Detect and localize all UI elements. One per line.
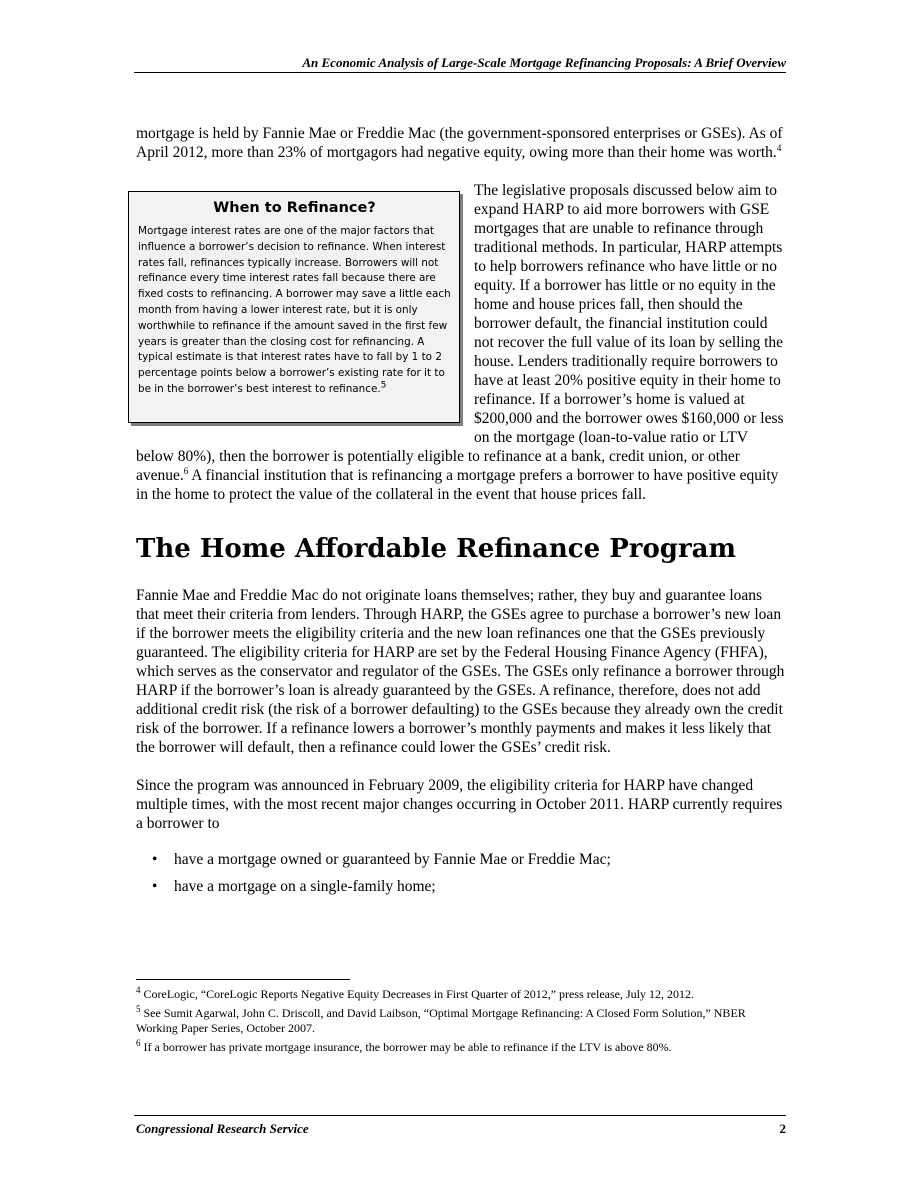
running-header: An Economic Analysis of Large-Scale Mortgage Refinancing Proposals: A Brief Overview [302, 55, 786, 70]
heading-spacer [136, 564, 786, 586]
list-spacer [136, 833, 786, 850]
footnote-number: 5 [136, 1004, 141, 1014]
body-column [136, 124, 786, 904]
footnote-text: If a borrower has private mortgage insurance, the borrower may be able to refinance if the LTV is above 80%. [143, 1040, 672, 1054]
list-item [136, 850, 786, 869]
section-spacer [136, 504, 786, 534]
footnote-number: 6 [136, 1038, 141, 1048]
bullet-icon: • [152, 851, 158, 868]
intro-text: mortgage is held by Fannie Mae or Freddie Mac (the government-sponsored enterprises or GSEs). As of April 2012, more than 23% of mortgagors had negative equity, owing more than their home was worth. [136, 125, 783, 161]
footnote-4 [136, 987, 786, 1002]
section-heading: The Home Affordable Refinance Program [136, 534, 737, 564]
list-item [136, 877, 786, 896]
footnote-ref-6[interactable]: 6 [183, 465, 189, 476]
eligibility-list [136, 850, 786, 896]
when-to-refinance-sidebar [128, 191, 460, 423]
footnote-text: CoreLogic, “CoreLogic Reports Negative Equity Decreases in First Quarter of 2012,” press release, July 12, 2012. [143, 987, 695, 1001]
page-number: 2 [779, 1121, 786, 1136]
paragraph-spacer [136, 162, 786, 181]
section-paragraph-2: Since the program was announced in February 2009, the eligibility criteria for HARP have changed multiple times, with the most recent major changes occurring in October 2011. HARP currently requires a borrower to [136, 777, 783, 832]
list-item-text: have a mortgage owned or guaranteed by Fannie Mae or Freddie Mac; [174, 851, 611, 868]
footnote-ref-4[interactable]: 4 [776, 142, 782, 153]
header-rule [134, 72, 786, 73]
footnote-text: See Sumit Agarwal, John C. Driscoll, and David Laibson, “Optimal Mortgage Refinancing: A Closed Form Solution,” NBER Working Paper Series, October 2007. [136, 1006, 746, 1035]
sidebar-body: Mortgage interest rates are one of the major factors that influence a borrower’s decision to refinance. When interest rates fall, refinances typically increase. Borrowers will not refinance every time interest rates fall because there are fixed costs to refinancing. A borrower may save a little each month from having a lower interest rate, but it is only worthwhile to refinance if the amount saved in the first few years is greater than the closing cost for refinancing. A typical estimate is that interest rates have to fall by 1 to 2 percentage points below a borrower’s existing rate for it to be in the borrower’s best interest to refinance. [138, 225, 451, 395]
list-item-text: have a mortgage on a single-family home; [174, 878, 436, 895]
running-footer [136, 1121, 786, 1137]
intro-paragraph [136, 124, 786, 162]
para2-text-b: A financial institution that is refinancing a mortgage prefers a borrower to have positive equity in the home to protect the value of the collateral in the event that house prices fall. [136, 467, 779, 503]
sidebar-title: When to Refinance? [213, 200, 376, 216]
footnote-6 [136, 1040, 786, 1055]
footnote-number: 4 [136, 985, 141, 995]
paragraph-spacer [136, 757, 786, 776]
footer-organization: Congressional Research Service [136, 1121, 309, 1136]
section-paragraph-1: Fannie Mae and Freddie Mac do not originate loans themselves; rather, they buy and guarantee loans that meet their criteria from lenders. Through HARP, the GSEs agree to purchase a borrower’s new loan if the borrower meets the eligibility criteria and the new loan refinances one that the GSEs previously guaranteed. The eligibility criteria for HARP are set by the Federal Housing Finance Agency (FHFA), which serves as the conservator and regulator of the GSEs. The GSEs only refinance a borrower through HARP if the borrower’s loan is already guaranteed by the GSEs. A refinance, therefore, does not add additional credit risk (the risk of a borrower defaulting) to the GSEs because they already own the credit risk of the borrower. If a refinance lowers a borrower’s monthly payments and makes it less likely that the borrower will default, then a refinance could lower the GSEs’ credit risk. [136, 587, 785, 756]
footnote-rule [136, 979, 350, 980]
bullet-icon: • [152, 878, 158, 895]
footer-rule [134, 1115, 786, 1116]
footnote-ref-5[interactable]: 5 [380, 380, 387, 391]
footnotes [136, 987, 786, 1059]
sidebar-text [138, 224, 451, 398]
para2-text-a: The legislative proposals discussed below aim to expand HARP to aid more borrowers with GSE mortgages that are unable to refinance through traditional methods. In particular, HARP attempts to help borrowers refinance who have little or no equity. If a borrower has little or no equity in the home and house prices fall, then should the borrower default, the financial institution could not recover the full value of its loan by selling the house. Lenders traditionally require borrowers to have at least 20% positive equity in their home to refinance. If a borrower’s home is valued at $200,000 and the borrower owes $160,000 or less on the mortgage (loan-to-value ratio or LTV below 80%), then the borrower is potentially eligible to refinance at a bank, credit union, or other avenue. [136, 182, 784, 484]
footnote-5 [136, 1006, 786, 1036]
